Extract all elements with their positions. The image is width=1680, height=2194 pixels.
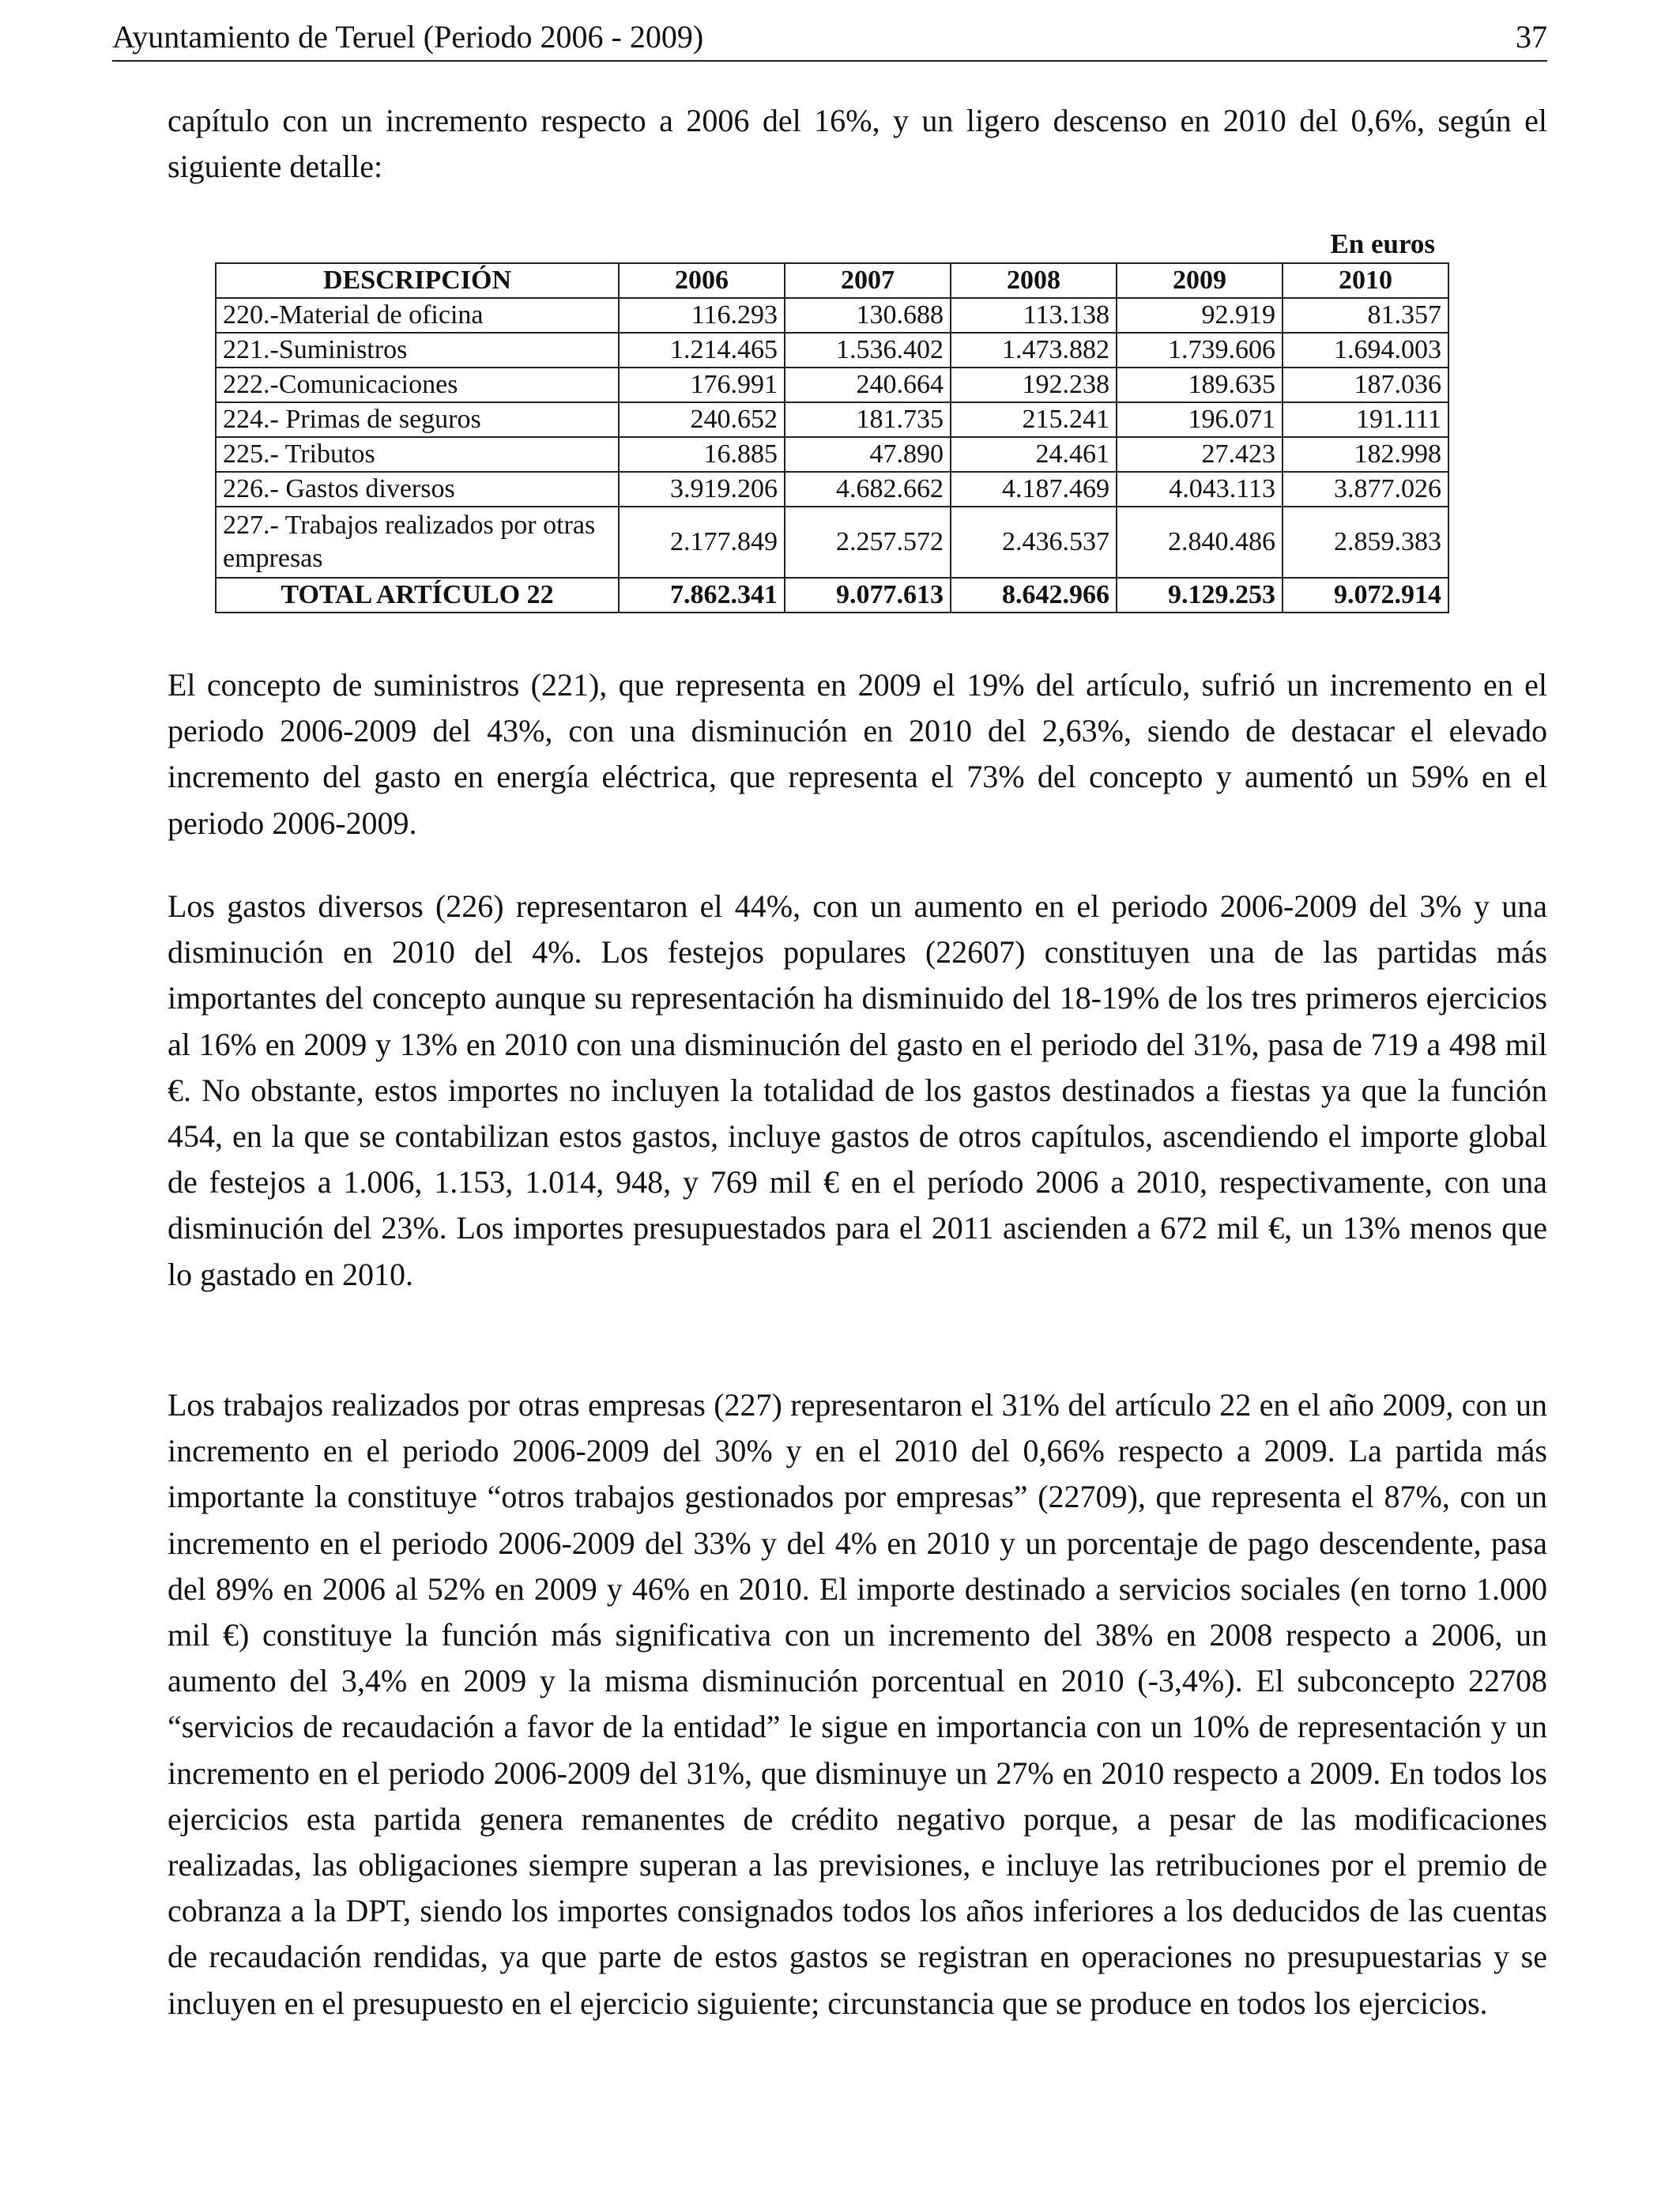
cell-value: 16.885 [619,437,785,472]
cell-value: 3.919.206 [619,472,785,507]
row-description: 224.- Primas de seguros [216,402,619,437]
table-row [216,437,1448,472]
cell-value: 1.694.003 [1283,333,1448,368]
table-total-row [216,578,1448,613]
cell-value: 3.877.026 [1283,472,1448,507]
table-row [216,472,1448,507]
cell-value: 27.423 [1117,437,1283,472]
total-value: 9.077.613 [785,578,951,613]
row-description: 221.-Suministros [216,333,619,368]
cell-value: 2.840.486 [1117,507,1283,578]
row-description: 227.- Trabajos realizados por otras empresas [216,507,619,578]
table-row [216,298,1448,333]
cell-value: 1.214.465 [619,333,785,368]
table-row [216,333,1448,368]
row-description: 225.- Tributos [216,437,619,472]
body-paragraph-gastos-diversos: Los gastos diversos (226) representaron el 44%, con un aumento en el periodo 2006-2009 del 3% y una disminución en 2010 del 4%. Los festejos populares (22607) constituyen una de las partidas más importantes del concepto aunque su representación ha disminuido del 18-19% de los tres primeros ejercicios al 16% en 2009 y 13% en 2010 con una disminución del gasto en el periodo del 31%, pasa de 719 a 498 mil €. No obstante, estos importes no incluyen la totalidad de los gastos destinados a fiestas ya que la función 454, en la que se contabilizan estos gastos, incluye gastos de otros capítulos, ascendiendo el importe global de festejos a 1.006, 1.153, 1.014, 948, y 769 mil € en el período 2006 a 2010, respectivamente, con una disminución del 23%. Los importes presupuestados para el 2011 ascienden a 672 mil €, un 13% menos que lo gastado en 2010. [168,888,1547,1292]
cell-value: 240.652 [619,402,785,437]
cell-value: 24.461 [951,437,1117,472]
table-units-label: En euros [1330,228,1435,259]
cell-value: 4.043.113 [1117,472,1283,507]
cell-value: 2.859.383 [1283,507,1448,578]
row-description: 226.- Gastos diversos [216,472,619,507]
cell-value: 2.257.572 [785,507,951,578]
body-paragraph-suministros: El concepto de suministros (221), que representa en 2009 el 19% del artículo, sufrió un incremento en el periodo 2006-2009 del 43%, con una disminución en 2010 del 2,63%, siendo de destacar el elevado incremento del gasto en energía eléctrica, que representa el 73% del concepto y aumentó un 59% en el periodo 2006-2009. [168,667,1547,841]
cell-value: 1.536.402 [785,333,951,368]
cell-value: 92.919 [1117,298,1283,333]
cell-value: 189.635 [1117,368,1283,402]
page-number: 37 [1516,19,1547,55]
cell-value: 113.138 [951,298,1117,333]
page-header [112,14,1547,62]
column-header: 2008 [951,263,1117,298]
cell-value: 187.036 [1283,368,1448,402]
cell-value: 182.998 [1283,437,1448,472]
cell-value: 192.238 [951,368,1117,402]
total-value: 7.862.341 [619,578,785,613]
cell-value: 176.991 [619,368,785,402]
column-header: DESCRIPCIÓN [216,263,619,298]
column-header: 2009 [1117,263,1283,298]
table-row [216,507,1448,578]
cell-value: 2.177.849 [619,507,785,578]
cell-value: 215.241 [951,402,1117,437]
cell-value: 240.664 [785,368,951,402]
cell-value: 191.111 [1283,402,1448,437]
expense-detail-table [215,262,1449,613]
column-header: 2007 [785,263,951,298]
total-value: 9.129.253 [1117,578,1283,613]
cell-value: 1.739.606 [1117,333,1283,368]
table-row [216,402,1448,437]
cell-value: 1.473.882 [951,333,1117,368]
table-header-row [216,263,1448,298]
cell-value: 81.357 [1283,298,1448,333]
cell-value: 196.071 [1117,402,1283,437]
cell-value: 116.293 [619,298,785,333]
cell-value: 47.890 [785,437,951,472]
table-row [216,368,1448,402]
row-description: 220.-Material de oficina [216,298,619,333]
total-value: 9.072.914 [1283,578,1448,613]
cell-value: 181.735 [785,402,951,437]
row-description: 222.-Comunicaciones [216,368,619,402]
cell-value: 4.187.469 [951,472,1117,507]
body-paragraph-trabajos: Los trabajos realizados por otras empresas (227) representaron el 31% del artículo 22 en el año 2009, con un incremento en el periodo 2006-2009 del 30% y en el 2010 del 0,66% respecto a 2009. La partida más importante la constituye “otros trabajos gestionados por empresas” (22709), que representa el 87%, con un incremento en el periodo 2006-2009 del 33% y del 4% en 2010 y un porcentaje de pago descendente, pasa del 89% en 2006 al 52% en 2009 y 46% en 2010. El importe destinado a servicios sociales (en torno 1.000 mil €) constituye la función más significativa con un incremento del 38% en 2008 respecto a 2006, un aumento del 3,4% en 2009 y la misma disminución porcentual en 2010 (-3,4%). El subconcepto 22708 “servicios de recaudación a favor de la entidad” le sigue en importancia con un 10% de representación y un incremento en el periodo 2006-2009 del 31%, que disminuye un 27% en 2010 respecto a 2009. En todos los ejercicios esta partida genera remanentes de crédito negativo porque, a pesar de las modificaciones realizadas, las obligaciones siempre superan a las previsiones, e incluye las retribuciones por el premio de cobranza a la DPT, siendo los importes consignados todos los años inferiores a los deducidos de las cuentas de recaudación rendidas, ya que parte de estos gastos se registran en operaciones no presupuestarias y se incluyen en el presupuesto en el ejercicio siguiente; circunstancia que se produce en todos los ejercicios. [168,1387,1547,2021]
total-value: 8.642.966 [951,578,1117,613]
cell-value: 130.688 [785,298,951,333]
header-title: Ayuntamiento de Teruel (Periodo 2006 - 2009) [112,19,704,55]
intro-paragraph: capítulo con un incremento respecto a 2006 del 16%, y un ligero descenso en 2010 del 0,6%, según el siguiente detalle: [168,103,1547,185]
cell-value: 2.436.537 [951,507,1117,578]
column-header: 2010 [1283,263,1448,298]
total-label: TOTAL ARTÍCULO 22 [216,578,619,613]
column-header: 2006 [619,263,785,298]
cell-value: 4.682.662 [785,472,951,507]
